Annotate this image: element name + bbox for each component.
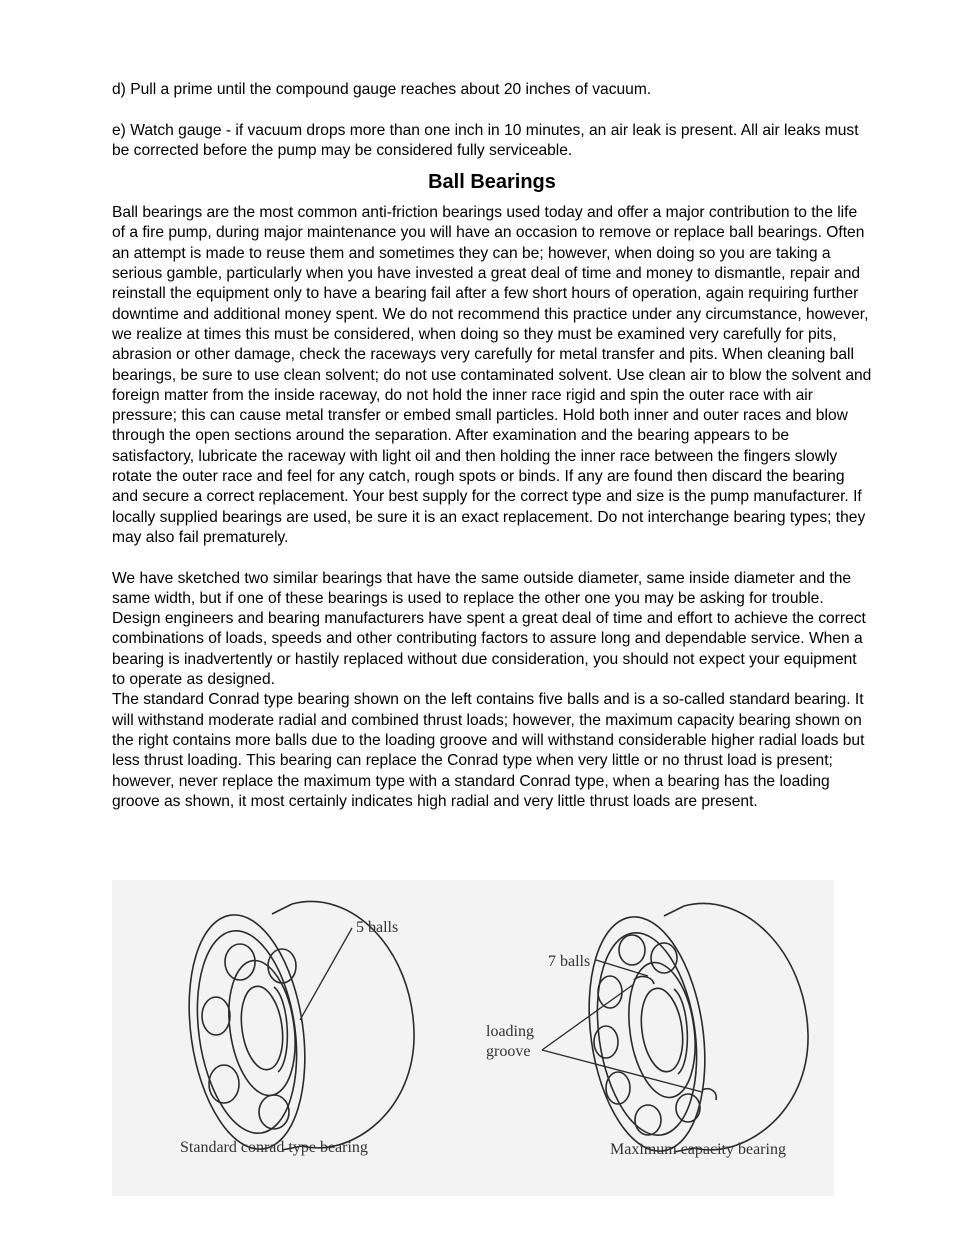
left-outer-race-inner-edge (185, 924, 308, 1139)
max-capacity-bearing-drawing (542, 903, 808, 1158)
paragraph-sketched-bearings: We have sketched two similar bearings that have the same outside diameter, same inside diameter and the same width, but if one of these bearings is used to replace the other one you may be asking for trouble. Design engineers and bearing manufacturers have spent a great deal of time and effort to achieve the correct combinations of loads, speeds and other contributing factors to assure long and dependable service. When a bearing is inadvertently or hastily replaced without due consideration, you should not expect your equipment to operate as designed. (112, 569, 866, 689)
left-outer-race-face (175, 907, 319, 1156)
right-loading-groove-mark (634, 977, 654, 984)
paragraph-gap (112, 548, 872, 568)
bearing-illustration (112, 880, 834, 1196)
right-groove-callout-line-top (542, 984, 634, 1050)
right-top-edge (664, 906, 684, 916)
right-groove-label-line1: loading (486, 1023, 534, 1040)
right-bore-depth (674, 989, 687, 1074)
right-outer-race-face (575, 909, 719, 1158)
step-e-text: e) Watch gauge - if vacuum drops more than one inch in 10 minutes, an air leak is present. All air leaks must be corrected before the pump may be considered fully serviceable. (112, 121, 859, 159)
section-heading: Ball Bearings (428, 171, 556, 194)
left-bore-depth (274, 987, 287, 1072)
left-ball (202, 997, 230, 1035)
standard-conrad-bearing-drawing (175, 901, 414, 1156)
right-groove-label-line2: groove (486, 1043, 531, 1060)
left-ball (209, 1065, 239, 1103)
left-ball (225, 944, 255, 980)
paragraph-ball-bearings-intro: Ball bearings are the most common anti-friction bearings used today and offer a major contribution to the life of a fire pump, during major maintenance you will have an occasion to remove or replace ball bearings. Often an attempt is made to reuse them and sometimes they can be; however, when doing so you are taking a serious gamble, particularly when you have invested a great deal of time and money to dismantle, repair and reinstall the equipment only to have a bearing fail after a few short hours of operation, again requiring further downtime and additional money spent. We do not recommend this practice under any circumstance, however, we realize at times this must be considered, when doing so they must be examined very carefully for pits, abrasion or other damage, check the raceways very carefully for metal transfer and pits. When cleaning ball bearings, be sure to use clean solvent; do not use contaminated solvent. Use clean air to blow the solvent and foreign matter from the inside raceway, do not hold the inner race rigid and spin the outer race with air pressure; this can cause metal transfer or embed small particles. Hold both inner and outer races and blow through the open sections around the separation. After examination and the bearing appears to be satisfactory, lubricate the raceway with light oil and then holding the inner race between the fingers slowly rotate the outer race and feel for any catch, rough spots or binds. If any are found then discard the bearing and secure a correct replacement. Your best supply for the correct type and size is the pump manufacturer. If locally supplied bearings are used, be sure it is an exact replacement. Do not interchange bearing types; they may also fail prematurely. (112, 204, 872, 546)
right-ball (594, 1026, 618, 1058)
paragraph-gap (112, 100, 872, 120)
paragraph-conrad-vs-max: The standard Conrad type bearing shown on the left contains five balls and is a so-called standard bearing. It will withstand moderate radial and combined thrust loads; however, the maximum capacity bearing shown on the right contains more balls due to the loading groove and will withstand considerable higher radial loads but less thrust loading. This bearing can replace the Conrad type when very little or no thrust load is present; however, never replace the maximum type with a standard Conrad type, when a bearing has the loading groove as shown, it most certainly indicates high radial and very little thrust loads are present. (112, 691, 865, 810)
right-ball (606, 1072, 630, 1104)
left-callout-line (300, 928, 352, 1020)
right-outer-race-inner-edge (585, 926, 708, 1141)
left-outer-back-edge (292, 901, 414, 1147)
right-ball (635, 1105, 661, 1135)
right-caption: Maximum capacity bearing (610, 1141, 786, 1158)
right-ball (598, 976, 622, 1008)
left-top-edge (272, 904, 292, 914)
right-ball (651, 943, 677, 973)
right-loading-groove-mark (702, 1089, 716, 1100)
left-callout-label: 5 balls (356, 919, 399, 936)
document-body (112, 80, 872, 812)
right-groove-callout-line-bottom (542, 1050, 702, 1092)
bearing-drawings (112, 880, 834, 1196)
step-d-text: d) Pull a prime until the compound gauge reaches about 20 inches of vacuum. (112, 81, 652, 98)
right-ball (619, 935, 645, 965)
left-caption: Standard conrad type bearing (180, 1139, 368, 1156)
right-callout-label: 7 balls (548, 953, 591, 970)
